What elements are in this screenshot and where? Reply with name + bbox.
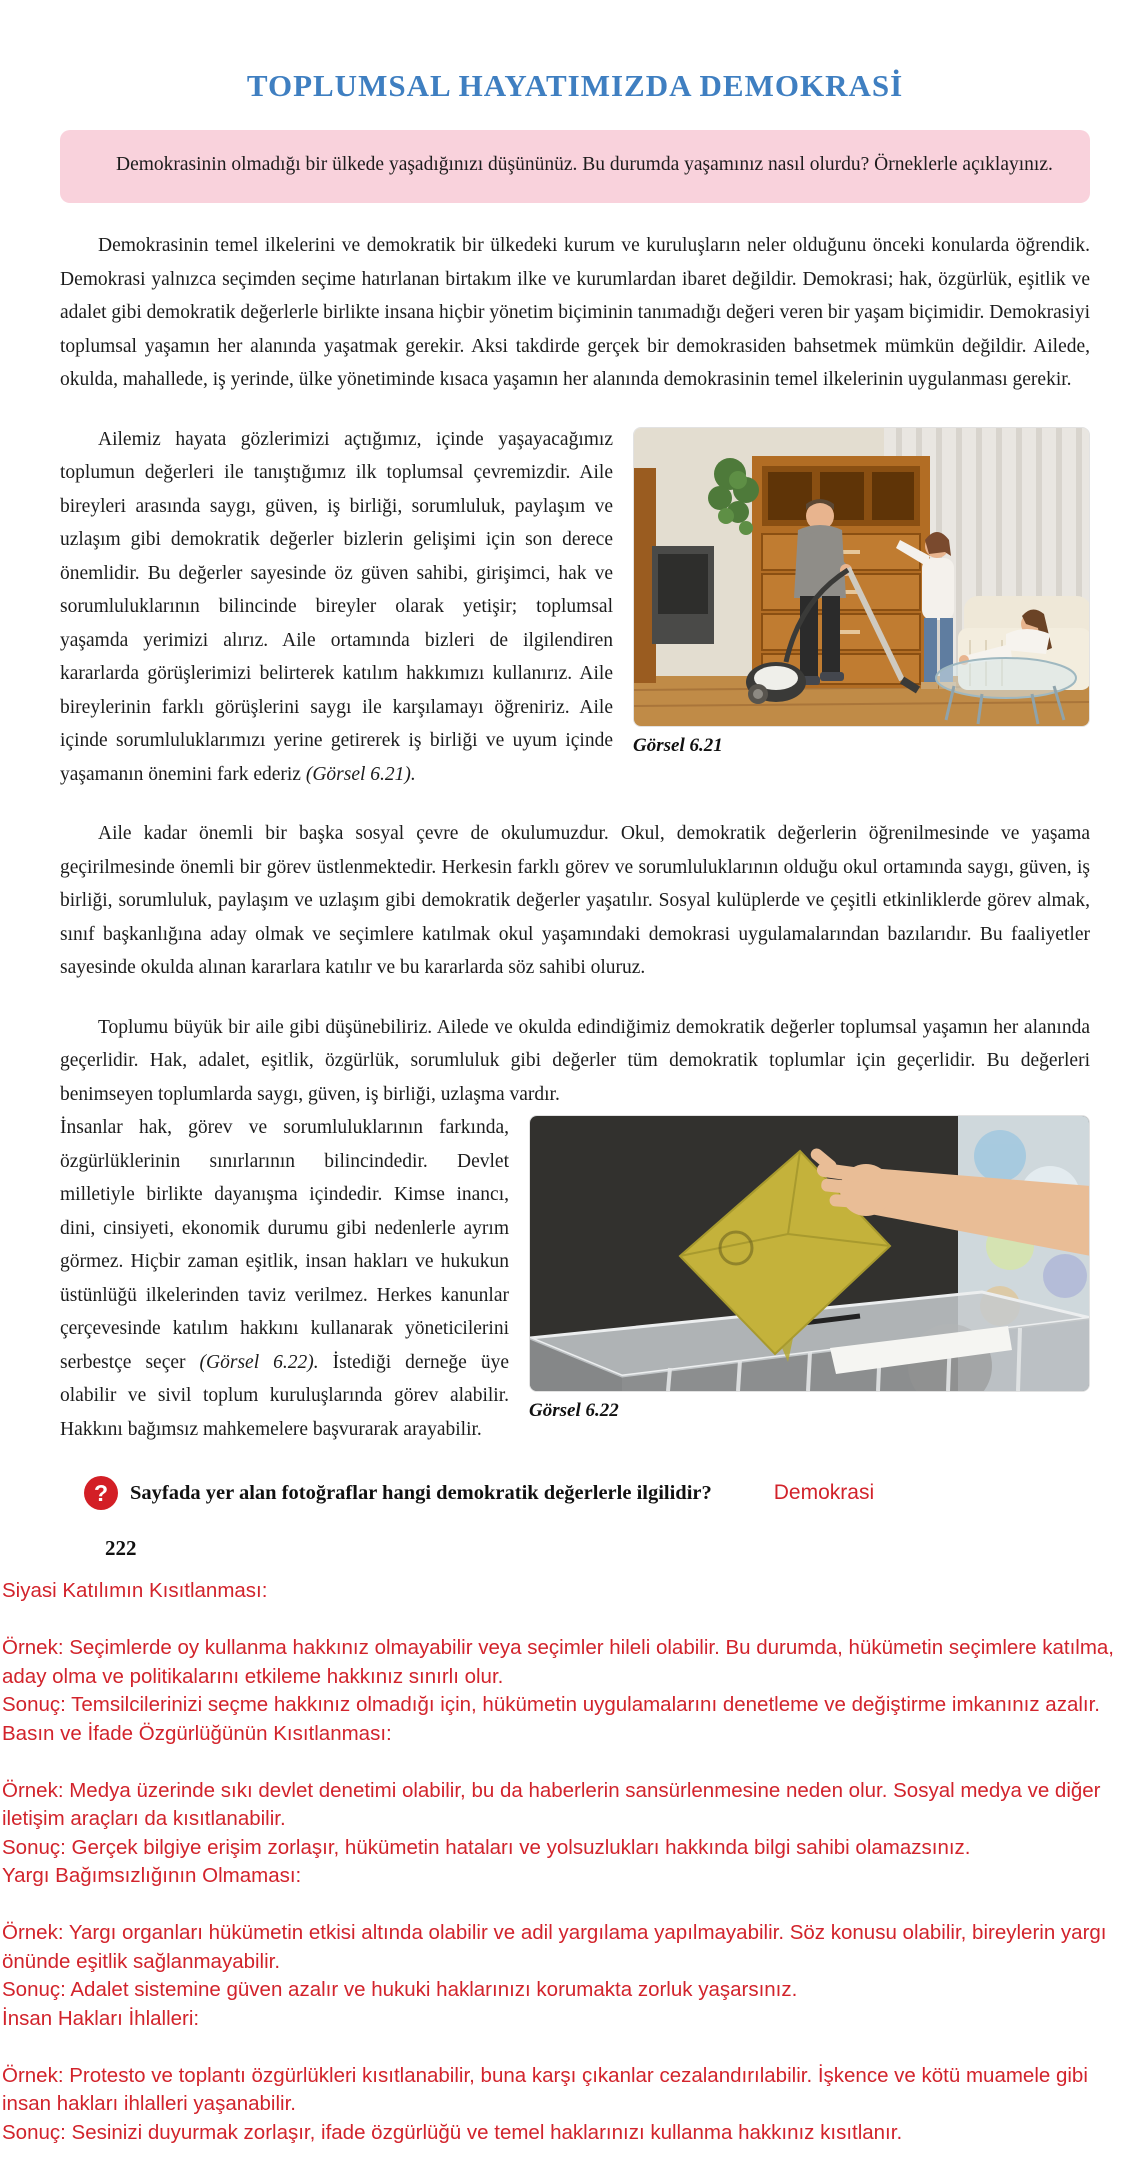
annotation-result: Sonuç: Temsilcilerinizi seçme hakkınız olmadığı için, hükümetin uygulamalarını denetleme ve değiştirme imkanınız azalır. [2,1693,1101,1716]
activity-prompt-text: Demokrasinin olmadığı bir ülkede yaşadığınızı düşününüz. Bu durumda yaşamınız nasıl olurdu? Örneklerle açıklayınız. [116,154,1053,175]
question-text: Sayfada yer alan fotoğraflar hangi demokratik değerlerle ilgilidir? [130,1481,712,1504]
question-row [60,1476,1090,1510]
annotation-heading: İnsan Hakları İhlalleri: [2,2006,200,2030]
annotation-example: Örnek: Seçimlerde oy kullanma hakkınız olmayabilir veya seçimler hileli olabilir. Bu durumda, hükümetin seçimlere katılma, aday olma ve politikalarını etkileme hakkınız sınırlı olur. [2,1636,1115,1688]
question-mark-icon: ? [84,1476,118,1510]
annotation-example: Örnek: Yargı organları hükümetin etkisi altında olabilir ve adil yargılama yapılmayabilir. Söz konusu olabilir, bireylerin yargı önünde eşitlik sağlanmayabilir. [2,1921,1107,1973]
paragraph-society-text-1: İnsanlar hak, görev ve sorumluluklarının farkında, özgürlüklerinin sınırlarının bilincindedir. Devlet milletiyle birlikte dayanışma içindedir. Kimse inancı, dini, cinsiyeti, ekonomik durumu gibi nedenlerle ayrım görmez. Hiçbir zaman eşitlik, insan hakları ve hukukun üstünlüğü ilkelerinden taviz verilmez. Herkes kanunlar çerçevesinde katılım hakkını kullanarak yöneticilerini serbestçe seçer [60,1117,509,1373]
annotation-result: Sonuç: Sesinizi duyurmak zorlaşır, ifade özgürlüğü ve temel haklarınızı kullanma hakkınız kısıtlanır. [2,2120,903,2144]
figure-6-21-caption: Görsel 6.21 [633,734,723,756]
annotation-heading: Yargı Bağımsızlığının Olmaması: [2,1864,302,1887]
annotation-example: Örnek: Medya üzerinde sıkı devlet denetimi olabilir, bu da haberlerin sansürlenmesine neden olur. Sosyal medya ve diğer iletişim araçları da kısıtlanabilir. [2,1778,1101,1830]
figure-6-22-reference: (Görsel 6.22). [199,1351,319,1373]
ballot-box-photo [529,1115,1090,1392]
paragraph-family-text: Ailemiz hayata gözlerimizi açtığımız, içinde yaşayacağımız toplumun değerleri ile tanıştığımız ilk toplumsal çevremizdir. Aile bireyleri arasında saygı, güven, iş birliği, sorumluluk, paylaşım ve uzlaşım gibi demokratik değerler bizlerin gelişimi için son derece önemlidir. Bu değerler sayesinde öz güven sahibi, girişimci, hak ve sorumluluklarının bilincinde bireyler olarak yetişir; toplumsal yaşamda yerimizi alırız. Aile ortamında bizleri de ilgilendiren kararlarda görüşlerimizi belirterek katılım hakkımızı kullanırız. Aile bireylerinin farklı görüşlerini saygı ile karşılamayı öğreniriz. Aile içinde sorumluluklarımızı yerine getirerek iş birliği ve uyum içinde yaşamanın önemini fark ederiz [60,428,613,785]
paragraph-intro: Demokrasinin temel ilkelerini ve demokratik bir ülkedeki kurum ve kuruluşların neler olduğunu önceki konularda öğrendik. Demokrasi yalnızca seçimden seçime hatırlanan birtakım ilke ve kurumlardan ibaret değildir. Demokrasi; hak, özgürlük, eşitlik ve adalet gibi demokratik değerlerle birlikte insana hiçbir yönetim biçiminin tanımadığı değeri veren bir yaşam biçimidir. Demokrasiyi toplumsal yaşamın her alanında yaşatmak gerekir. Aksi takdirde gerçek bir demokrasiden bahsetmek mümkün değildir. Ailede, okulda, mahallede, iş yerinde, ülke yönetiminde kısaca yaşamın her alanında demokrasinin temel ilkelerinin uygulanması gerekir. [60,235,1090,390]
section-society [60,1011,1090,1447]
ballot-box-illustration [530,1116,1090,1391]
page-number: 222 [105,1536,137,1560]
annotation-example: Örnek: Protesto ve toplantı özgürlükleri kısıtlanabilir, buna karşı çıkanlar cezalandırılabilir. İşkence ve kötü muamele gibi insan hakları ihlalleri yaşanabilir. [2,2063,1088,2115]
activity-prompt-box [60,130,1090,203]
page-title: TOPLUMSAL HAYATIMIZDA DEMOKRASİ [246,68,904,103]
book-content [0,68,1148,2147]
section-family [60,423,1090,792]
paragraph-society-intro: Toplumu büyük bir aile gibi düşünebiliriz. Ailede ve okulda edindiğimiz demokratik değerler toplumsal yaşamın her alanında geçerlidir. Hak, adalet, eşitlik, özgürlük, sorumluluk gibi değerler tüm demokratik toplumlar için geçerlidir. Bu değerleri benimseyen toplumlarda saygı, güven, iş birliği, uzlaşma vardır. [60,1016,1090,1105]
paragraph-society-text-2: İstediği derneğe üye olabilir ve sivil toplum kuruluşlarında görev alabilir. Hakkını bağımsız mahkemelere başvurarak arayabilir. [60,1351,509,1440]
annotation-result: Sonuç: Adalet sistemine güven azalır ve hukuki haklarınızı korumakta zorluk yaşarsınız. [2,1978,798,2001]
figure-6-21-reference: (Görsel 6.21). [305,763,416,785]
paragraph-school: Aile kadar önemli bir başka sosyal çevre de okulumuzdur. Okul, demokratik değerlerin öğrenilmesinde ve yaşama geçirilmesinde önemli bir görev üstlenmektedir. Herkesin farklı görev ve sorumluluklarının olduğu okul ortamında saygı, güven, iş birliği, sorumluluk, paylaşım ve uzlaşım gibi demokratik değerler yaşatılır. Sosyal kulüplerde ve çeşitli etkinliklerde görev almak, sınıf başkanlığına aday olmak ve seçimlere katılmak okul yaşamındaki demokrasi uygulamalarından bazılarıdır. Bu faaliyetler sayesinde okulda alınan kararlara katılır ve bu kararlarda söz sahibi oluruz. [60,823,1090,978]
annotation-heading: Siyasi Katılımın Kısıtlanması: [2,1579,268,1602]
figure-6-22-caption: Görsel 6.22 [529,1400,619,1421]
question-answer: Demokrasi [773,1481,875,1504]
annotation-heading: Basın ve İfade Özgürlüğünün Kısıtlanması: [2,1721,392,1745]
annotation-notes [0,1577,1148,2147]
figure-6-21 [633,427,1090,757]
annotation-result: Sonuç: Gerçek bilgiye erişim zorlaşır, hükümetin hataları ve yolsuzlukları hakkında bilgi sahibi olamazsınız. [2,1835,971,1859]
family-cleaning-illustration [634,428,1090,726]
figure-6-22 [529,1115,1090,1422]
family-cleaning-photo [633,427,1090,727]
